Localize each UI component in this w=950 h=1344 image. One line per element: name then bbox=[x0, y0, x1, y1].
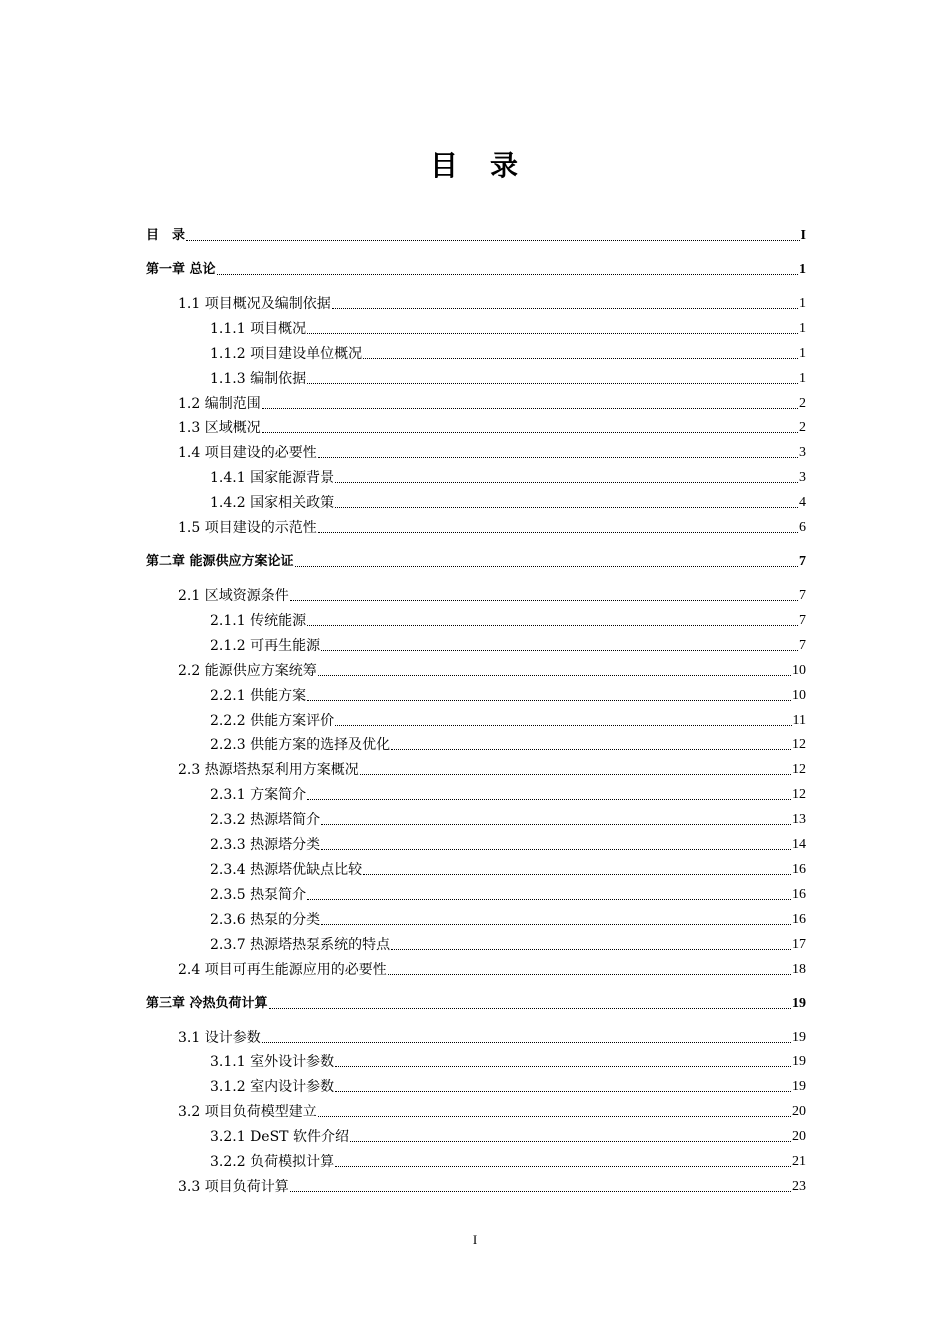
toc-entry-page-number: I bbox=[800, 228, 806, 243]
toc-entry-label: 2.3.3 热源塔分类 bbox=[210, 837, 321, 853]
toc-entry-page-number: 4 bbox=[799, 495, 806, 510]
toc-entry-label: 3.2.2 负荷模拟计算 bbox=[210, 1154, 335, 1170]
dot-leader bbox=[350, 1141, 791, 1142]
toc-entry[interactable] bbox=[146, 785, 806, 805]
toc-entry[interactable] bbox=[146, 636, 806, 656]
toc-entry-page-number: 19 bbox=[792, 1079, 806, 1094]
toc-entry[interactable] bbox=[146, 1177, 806, 1197]
toc-entry-label: 2.3.5 热泵简介 bbox=[210, 887, 307, 903]
toc-entry[interactable] bbox=[146, 319, 806, 339]
toc-entry[interactable] bbox=[146, 294, 806, 314]
toc-entry-label: 第二章 能源供应方案论证 bbox=[146, 554, 294, 569]
toc-entry-label: 1.4 项目建设的必要性 bbox=[178, 445, 317, 461]
page-footer-number: I bbox=[472, 1232, 478, 1247]
dot-leader bbox=[321, 849, 791, 850]
toc-entry-label: 2.1 区域资源条件 bbox=[178, 588, 289, 604]
toc-entry-page-number: 10 bbox=[792, 688, 806, 703]
dot-leader bbox=[307, 799, 791, 800]
toc-entry-label: 3.2 项目负荷模型建立 bbox=[178, 1104, 317, 1120]
toc-entry-label: 2.3.6 热泵的分类 bbox=[210, 912, 321, 928]
toc-entry-page-number: 18 bbox=[792, 962, 806, 977]
toc-entry-label: 1.5 项目建设的示范性 bbox=[178, 520, 317, 536]
toc-entry-label: 3.2.1 DeST 软件介绍 bbox=[210, 1129, 349, 1145]
toc-entry-page-number: 2 bbox=[799, 396, 806, 411]
toc-entry[interactable] bbox=[146, 443, 806, 463]
toc-entry-page-number: 7 bbox=[799, 554, 806, 569]
toc-entry-page-number: 20 bbox=[792, 1104, 806, 1119]
dot-leader bbox=[318, 457, 798, 458]
dot-leader bbox=[363, 874, 791, 875]
toc-entry-page-number: 10 bbox=[792, 663, 806, 678]
toc-entry-page-number: 19 bbox=[792, 1030, 806, 1045]
toc-entry[interactable] bbox=[146, 1028, 806, 1048]
toc-entry-page-number: 1 bbox=[799, 371, 806, 386]
toc-entry-label: 第一章 总论 bbox=[146, 262, 216, 277]
dot-leader bbox=[262, 432, 798, 433]
dot-leader bbox=[307, 700, 791, 701]
toc-entry[interactable] bbox=[146, 1152, 806, 1172]
dot-leader bbox=[290, 1191, 791, 1192]
toc-entry-label: 第三章 冷热负荷计算 bbox=[146, 996, 268, 1011]
toc-entry-label: 1.2 编制范围 bbox=[178, 396, 261, 412]
toc-entry-label: 3.1.2 室内设计参数 bbox=[210, 1079, 335, 1095]
toc-entry[interactable] bbox=[146, 935, 806, 955]
toc-entry-page-number: 16 bbox=[792, 862, 806, 877]
dot-leader bbox=[262, 1042, 791, 1043]
toc-entry-page-number: 23 bbox=[792, 1179, 806, 1194]
toc-entry-page-number: 12 bbox=[792, 762, 806, 777]
dot-leader bbox=[388, 974, 791, 975]
dot-leader bbox=[335, 725, 791, 726]
toc-chapter-entry[interactable] bbox=[146, 260, 806, 280]
toc-chapter-entry[interactable] bbox=[146, 552, 806, 572]
toc-entry[interactable] bbox=[146, 1077, 806, 1097]
toc-entry[interactable] bbox=[146, 418, 806, 438]
toc-entry-page-number: 16 bbox=[792, 912, 806, 927]
toc-entry-page-number: 19 bbox=[792, 996, 806, 1011]
dot-leader bbox=[335, 507, 798, 508]
toc-entry-page-number: 17 bbox=[792, 937, 806, 952]
dot-leader bbox=[295, 566, 798, 567]
toc-entry-page-number: 16 bbox=[792, 887, 806, 902]
toc-entry[interactable] bbox=[146, 686, 806, 706]
dot-leader bbox=[335, 482, 798, 483]
toc-entry-label: 2.1.2 可再生能源 bbox=[210, 638, 321, 654]
dot-leader bbox=[391, 749, 791, 750]
dot-leader bbox=[318, 532, 798, 533]
toc-entry[interactable] bbox=[146, 711, 806, 731]
toc-entry-page-number: 21 bbox=[792, 1154, 806, 1169]
toc-entry-page-number: 3 bbox=[799, 445, 806, 460]
toc-entry-page-number: 12 bbox=[792, 737, 806, 752]
dot-leader bbox=[290, 600, 798, 601]
toc-entry-label: 2.3.7 热源塔热泵系统的特点 bbox=[210, 937, 391, 953]
toc-entry-label: 2.3 热源塔热泵利用方案概况 bbox=[178, 762, 359, 778]
toc-entry-label: 1.1.1 项目概况 bbox=[210, 321, 307, 337]
dot-leader bbox=[391, 949, 791, 950]
toc-entry-label: 2.3.1 方案简介 bbox=[210, 787, 307, 803]
toc-entry-label: 1.1.2 项目建设单位概况 bbox=[210, 346, 363, 362]
toc-entry[interactable] bbox=[146, 835, 806, 855]
dot-leader bbox=[307, 333, 798, 334]
toc-entry-page-number: 2 bbox=[799, 420, 806, 435]
toc-entry[interactable] bbox=[146, 611, 806, 631]
dot-leader bbox=[360, 774, 791, 775]
toc-entry-label: 2.4 项目可再生能源应用的必要性 bbox=[178, 962, 387, 978]
toc-entry-label: 2.2.1 供能方案 bbox=[210, 688, 307, 704]
toc-chapter-entry[interactable] bbox=[146, 226, 806, 246]
toc-entry-page-number: 11 bbox=[792, 713, 806, 728]
toc-entry[interactable] bbox=[146, 860, 806, 880]
dot-leader bbox=[335, 1066, 791, 1067]
toc-entry[interactable] bbox=[146, 468, 806, 488]
dot-leader bbox=[307, 625, 798, 626]
toc-entry-page-number: 19 bbox=[792, 1054, 806, 1069]
toc-entry-page-number: 20 bbox=[792, 1129, 806, 1144]
toc-entry[interactable] bbox=[146, 910, 806, 930]
toc-entry-page-number: 6 bbox=[799, 520, 806, 535]
toc-entry-label: 2.3.2 热源塔简介 bbox=[210, 812, 321, 828]
dot-leader bbox=[363, 358, 798, 359]
dot-leader bbox=[318, 675, 791, 676]
toc-entry-label: 1.1 项目概况及编制依据 bbox=[178, 296, 331, 312]
toc-entry-page-number: 7 bbox=[799, 613, 806, 628]
dot-leader bbox=[335, 1166, 791, 1167]
dot-leader bbox=[321, 650, 798, 651]
dot-leader bbox=[186, 240, 800, 241]
toc-entry-page-number: 1 bbox=[799, 262, 806, 277]
toc-entry[interactable] bbox=[146, 518, 806, 538]
toc-entry[interactable] bbox=[146, 735, 806, 755]
dot-leader bbox=[318, 1116, 791, 1117]
toc-entry[interactable] bbox=[146, 760, 806, 780]
dot-leader bbox=[321, 824, 791, 825]
toc-entry-label: 1.1.3 编制依据 bbox=[210, 371, 307, 387]
toc-chapter-entry[interactable] bbox=[146, 994, 806, 1014]
toc-entry-label: 2.2 能源供应方案统筹 bbox=[178, 663, 317, 679]
toc-entry-page-number: 12 bbox=[792, 787, 806, 802]
dot-leader bbox=[335, 1091, 791, 1092]
toc-entry[interactable] bbox=[146, 960, 806, 980]
toc-entry-label: 3.1.1 室外设计参数 bbox=[210, 1054, 335, 1070]
toc-entry-page-number: 13 bbox=[792, 812, 806, 827]
toc-entry[interactable] bbox=[146, 586, 806, 606]
toc-entry-label: 2.2.3 供能方案的选择及优化 bbox=[210, 737, 391, 753]
toc-entry[interactable] bbox=[146, 394, 806, 414]
toc-entry-page-number: 14 bbox=[792, 837, 806, 852]
dot-leader bbox=[269, 1008, 791, 1009]
toc-entry-page-number: 3 bbox=[799, 470, 806, 485]
dot-leader bbox=[307, 383, 798, 384]
toc-entry-label: 目 录 bbox=[146, 228, 186, 243]
dot-leader bbox=[262, 408, 798, 409]
toc-entry-label: 2.2.2 供能方案评价 bbox=[210, 713, 335, 729]
toc-entry[interactable] bbox=[146, 344, 806, 364]
dot-leader bbox=[217, 274, 798, 275]
dot-leader bbox=[321, 924, 791, 925]
toc-entry[interactable] bbox=[146, 885, 806, 905]
toc-entry[interactable] bbox=[146, 1052, 806, 1072]
toc-entry-page-number: 7 bbox=[799, 588, 806, 603]
toc-entry-label: 1.4.1 国家能源背景 bbox=[210, 470, 335, 486]
toc-entry-label: 3.1 设计参数 bbox=[178, 1030, 261, 1046]
toc-entry[interactable] bbox=[146, 1127, 806, 1147]
toc-entry-label: 2.3.4 热源塔优缺点比较 bbox=[210, 862, 363, 878]
toc-entry-label: 1.3 区域概况 bbox=[178, 420, 261, 436]
toc-entry-page-number: 1 bbox=[799, 321, 806, 336]
page-title: 目 录 bbox=[429, 149, 520, 182]
toc-entry[interactable] bbox=[146, 493, 806, 513]
toc-entry[interactable] bbox=[146, 1102, 806, 1122]
toc-entry-label: 1.4.2 国家相关政策 bbox=[210, 495, 335, 511]
toc-entry-page-number: 7 bbox=[799, 638, 806, 653]
dot-leader bbox=[332, 308, 798, 309]
toc-entry[interactable] bbox=[146, 369, 806, 389]
toc-entry-page-number: 1 bbox=[799, 346, 806, 361]
toc-entry-label: 3.3 项目负荷计算 bbox=[178, 1179, 289, 1195]
toc-entry[interactable] bbox=[146, 661, 806, 681]
toc-entry-page-number: 1 bbox=[799, 296, 806, 311]
toc-entry-label: 2.1.1 传统能源 bbox=[210, 613, 307, 629]
dot-leader bbox=[307, 899, 791, 900]
toc-entry[interactable] bbox=[146, 810, 806, 830]
